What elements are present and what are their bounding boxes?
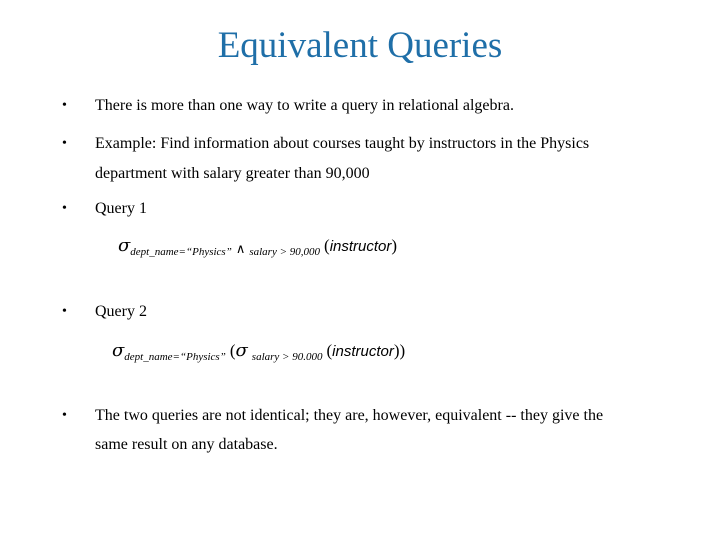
query2-formula bbox=[112, 341, 405, 363]
sigma-symbol: σ bbox=[235, 340, 248, 361]
query2-argument: instructor bbox=[332, 343, 394, 360]
sigma-symbol: σ bbox=[118, 235, 131, 256]
bullet-marker: • bbox=[62, 201, 67, 216]
open-paren: ( bbox=[326, 341, 333, 360]
bullet-text-continued: department with salary greater than 90,000 bbox=[95, 165, 370, 182]
bullet-marker: • bbox=[62, 136, 67, 151]
open-paren: ( bbox=[229, 341, 236, 360]
close-paren: )) bbox=[393, 341, 406, 360]
bullet-marker: • bbox=[62, 304, 67, 319]
bullet-text: There is more than one way to write a query in relational algebra. bbox=[95, 97, 514, 114]
bullet-marker: • bbox=[62, 98, 67, 113]
slide-title: Equivalent Queries bbox=[217, 25, 503, 66]
query1-argument: instructor bbox=[329, 238, 392, 255]
sigma-symbol: σ bbox=[112, 340, 125, 361]
query2-condition-outer: dept_name=“Physics” bbox=[124, 351, 226, 363]
open-paren: ( bbox=[324, 236, 330, 255]
and-symbol: ∧ bbox=[235, 242, 246, 257]
query2-condition-inner: salary > 90.000 bbox=[251, 351, 323, 363]
bullet-text: Query 1 bbox=[95, 200, 147, 217]
close-paren: ) bbox=[391, 236, 398, 255]
bullet-text: Query 2 bbox=[95, 303, 147, 320]
query1-condition-b: salary > 90,000 bbox=[249, 246, 321, 258]
bullet-text: The two queries are not identical; they are, however, equivalent -- they give the bbox=[95, 407, 604, 424]
query1-condition-a: dept_name=“Physics” bbox=[130, 246, 232, 258]
query1-formula bbox=[118, 236, 397, 258]
bullet-text: Example: Find information about courses taught by instructors in the Physics bbox=[95, 135, 590, 152]
bullet-text-continued: same result on any database. bbox=[95, 436, 278, 453]
bullet-marker: • bbox=[62, 408, 67, 423]
